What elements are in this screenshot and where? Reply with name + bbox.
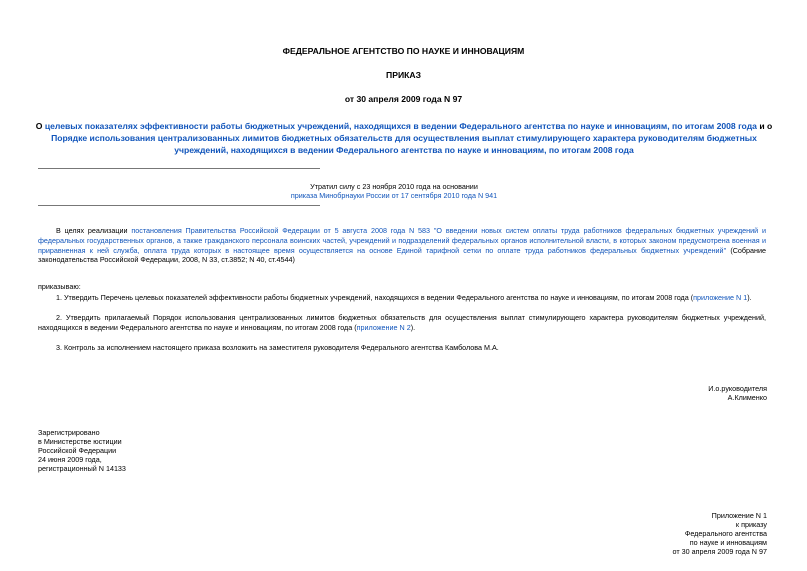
registration-line-4: 24 июня 2009 года,: [38, 455, 102, 464]
appendix-header: [560, 511, 767, 556]
status-note: [38, 182, 750, 200]
preamble-text-2: (Собрание законодательства Российской Федерации, 2008, N 33, ст.3852; N 40, ст.4544): [38, 245, 767, 265]
signatory-role: И.о.руководителя: [708, 384, 767, 393]
order-word: приказываю:: [38, 282, 81, 291]
title-text-2: и о: [756, 121, 773, 131]
title-link-procedure[interactable]: Порядке использования централизованных лимитов бюджетных обязательств для осуществления выплат стимулирующего характера руководителям бюджетных учреждений, находящихся в ведении Федерального агентства по науке и инновациям, по итогам 2008 года: [51, 133, 757, 155]
registration-block: [38, 428, 338, 473]
item1-end: ).: [747, 293, 752, 302]
divider-top: [38, 168, 320, 169]
registration-line-3: Российской Федерации: [38, 446, 117, 455]
title-text-1: О: [35, 121, 45, 131]
item2-text: 2. Утвердить прилагаемый Порядок использования централизованных лимитов бюджетных обязательств для осуществления выплат стимулирующего характера руководителям бюджетных учреждений, находящихся в ведении Федерального агентства по науке и инновациям, по итогам 2008 года (: [38, 313, 766, 332]
registration-line-2: в Министерстве юстиции: [38, 437, 122, 446]
appendix-line-3: Федерального агентства: [684, 529, 767, 538]
preamble-text-1: В целях реализации: [56, 226, 132, 235]
appendix-2-link[interactable]: приложение N 2: [356, 322, 411, 332]
item1-text: 1. Утвердить Перечень целевых показателей эффективности работы бюджетных учреждений, находящихся в ведении Федерального агентства по науке и инновациям, по итогам 2008 года (: [56, 293, 694, 302]
registration-line-1: Зарегистрировано: [38, 428, 100, 437]
doc-date-number: от 30 апреля 2009 года N 97: [344, 94, 463, 104]
signatory-name: А.Клименко: [727, 393, 767, 402]
appendix-line-4: по науке и инновациям: [689, 538, 767, 547]
registration-line-5: регистрационный N 14133: [38, 464, 126, 473]
appendix-line-5: от 30 апреля 2009 года N 97: [672, 547, 767, 556]
document-title: [30, 120, 778, 156]
order-item-1: [38, 293, 766, 303]
preamble-paragraph: [38, 226, 766, 265]
appendix-line-1: Приложение N 1: [711, 511, 767, 520]
status-note-link[interactable]: приказа Минобрнауки России от 17 сентября 2010 года N 941: [290, 191, 498, 200]
divider-bottom: [38, 205, 320, 206]
agency-heading: ФЕДЕРАЛЬНОЕ АГЕНТСТВО ПО НАУКЕ И ИННОВАЦИЯМ: [282, 46, 525, 56]
signature-block: [560, 384, 767, 402]
appendix-1-link[interactable]: приложение N 1: [693, 293, 748, 302]
status-note-line: Утратил силу с 23 ноября 2010 года на основании: [310, 182, 478, 191]
order-item-3: 3. Контроль за исполнением настоящего приказа возложить на заместителя руководителя Федерального агентства Камболова М.А.: [56, 343, 499, 352]
preamble-decree-link[interactable]: постановления Правительства Российской Федерации от 5 августа 2008 года N 583 "О введении новых систем оплаты труда работников федеральных бюджетных учреждений и федеральных государственных органов, а также гражданского персонала воинских частей, учреждений и подразделений федеральных органов исполнительной власти, в которых законом предусмотрена военная и приравненная к ней служба, оплата труда которых в настоящее время осуществляется на основе Единой тарифной сетки по оплате труда работников федеральных бюджетных учреждений": [38, 226, 766, 255]
title-link-indicators[interactable]: целевых показателях эффективности работы бюджетных учреждений, находящихся в ведении Федерального агентства по науке и инновациям, по итогам 2008 года: [44, 121, 757, 131]
appendix-line-2: к приказу: [735, 520, 767, 529]
order-item-2: [38, 313, 766, 333]
item2-end: ).: [410, 322, 416, 332]
doc-type-heading: ПРИКАЗ: [386, 70, 421, 80]
